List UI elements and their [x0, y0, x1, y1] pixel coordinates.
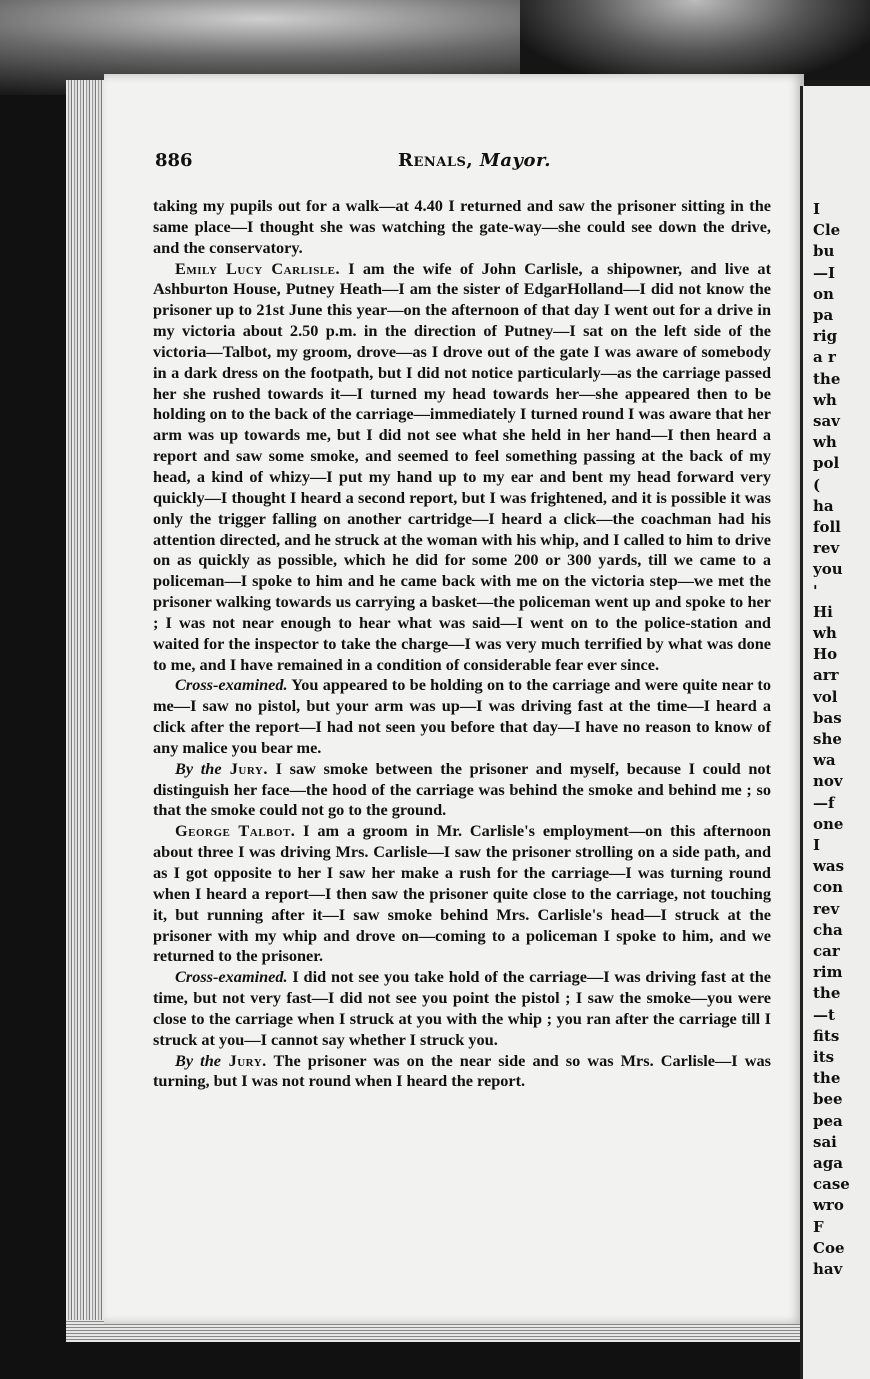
right-page-text-fragment: rig: [813, 327, 838, 346]
right-page-text-fragment: Ho: [813, 645, 838, 664]
right-page-text-fragment: Cle: [813, 221, 841, 240]
right-page-text-fragment: case: [813, 1175, 850, 1194]
right-page-text-fragment: hav: [813, 1260, 843, 1278]
paragraph-text: I saw smoke between the prisoner and myself, because I could not distinguish her face—the hood of the carriage was behind the smoke and behind me ; so that the smoke could not go to the ground.: [153, 758, 771, 820]
paragraph-text: You appeared to be holding on to the carriage and were quite near to me—I saw no pistol, but your arm was up—I was driving fast at the time—I heard a click after the report—I had not seen you before that day—I have no reason to know of any malice you bear me.: [153, 675, 771, 757]
right-page-text-fragment: ': [813, 581, 818, 600]
right-page-text-fragment: nov: [813, 772, 843, 791]
right-page-text-fragment: car: [813, 942, 840, 960]
right-page-text-fragment: ha: [813, 496, 834, 515]
scan-background-top-right: [520, 0, 870, 80]
paragraph-jury-question: [153, 1051, 771, 1093]
right-page-text-fragment: (: [813, 475, 821, 494]
right-page-text-fragment: bas: [813, 708, 842, 727]
paragraph-text: taking my pupils out for a walk—at 4.40 I returned and saw the prisoner sitting in the same place—I thought she was watching the gate-way—she could see down the drive, and the conservatory.: [153, 196, 771, 257]
right-page-text-fragment: wh: [813, 390, 837, 409]
paragraph-text: The prisoner was on the near side and so was Mrs. Carlisle—I was turning, but I was not round when I heard the report.: [153, 1050, 771, 1091]
right-page-text-fragment: con: [813, 878, 844, 897]
right-facing-page: [800, 86, 870, 1379]
section-label-jury: Jury.: [220, 1050, 267, 1070]
right-page-text-fragment: cha: [813, 920, 843, 939]
right-page-text-fragment: fits: [813, 1026, 840, 1045]
page-header: [155, 150, 775, 178]
book-page-edges: [66, 80, 108, 1342]
right-page-text-fragment: wh: [813, 624, 837, 642]
section-label: By the: [175, 1050, 221, 1070]
paragraph-text: I am the wife of John Carlisle, a shipowner, and live at Ashburton House, Putney Heath—I am the sister of EdgarHolland—I did not know the prisoner up to 21st June this year—on the afternoon of that day I went out for a drive in my victoria about 2.50 p.m. in the direction of Putney—I sat on the left side of the victoria—Talbot, my groom, drove—as I drove out of the gate I was aware of somebody in a dark dress on the footpath, but I did not notice particularly—as the carriage passed her she rushed towards it—I turned my head towards her—she appeared then to be holding on to the back of the carriage—immediately I turned round I was aware that her arm was up towards me, but I did not see what she held in her hand—I then heard a report and saw some smoke, and seemed to feel something passing at the back of my head, a kind of whizy—I put my hand up to my ear and bent my head forward very quickly—I thought I heard a second report, but I was frightened, and it is possible it was only the trigger falling on another cartridge—I heard a click—the coachman had his attention directed, and he struck at the woman with his whip, and I called to him to drive on as quickly as possible, which he did for some 200 or 300 yards, till we came to a policeman—I spoke to him and he came back with me on the victoria step—we met the prisoner walking towards us carrying a basket—the policeman went up and spoke to her ; I was not near enough to hear what was said—I went on to the police-station and waited for the inspector to take the charge—I was very much terrified by what was done to me, and I have remained in a condition of considerable fear ever since.: [153, 258, 771, 674]
right-page-text-fragment: pol: [813, 454, 840, 473]
right-page-text-fragment: the: [813, 984, 841, 1003]
right-page-text-fragment: aga: [813, 1154, 843, 1172]
right-page-text-fragment: on: [813, 284, 834, 303]
paragraph-jury-question: [153, 759, 771, 822]
right-page-text-fragment: I: [813, 836, 821, 854]
paragraph-talbot-testimony: [153, 821, 771, 967]
right-page-text-fragment: I: [813, 200, 821, 218]
right-page-text-fragment: wro: [813, 1196, 844, 1215]
right-page-text-fragment: one: [813, 814, 844, 833]
paragraph-continuation: [153, 196, 771, 259]
right-page-text-fragment: vol: [813, 687, 838, 706]
running-head-title: Mayor.: [479, 150, 552, 171]
paragraph-carlisle-testimony: [153, 259, 771, 676]
page-number: 886: [155, 150, 193, 171]
right-page-text-fragment: rev: [813, 899, 840, 918]
right-page-text-fragment: wa: [813, 751, 836, 770]
right-page-text-fragment: —f: [813, 793, 835, 812]
running-head: [398, 150, 551, 171]
right-page-text-fragment: sav: [813, 412, 840, 430]
section-label: Cross-examined.: [175, 967, 288, 987]
right-page-text-fragment: Hi: [813, 602, 833, 621]
right-page-text-fragment: foll: [813, 518, 841, 536]
right-page-text-fragment: arr: [813, 666, 839, 685]
right-page-text-fragment: a r: [813, 348, 836, 367]
right-page-text-fragment: F: [813, 1217, 824, 1236]
right-page-text-fragment: sai: [813, 1132, 837, 1151]
right-page-text-fragment: pea: [813, 1111, 843, 1130]
right-page-text-fragment: bee: [813, 1090, 843, 1109]
right-page-text-fragment: bu: [813, 242, 835, 261]
section-label: Cross-examined.: [175, 675, 288, 695]
paragraph-text: I did not see you take hold of the carriage—I was driving fast at the time, but not very fast—I did not see you point the pistol ; I saw the smoke—you were close to the carriage when I struck at you with the whip ; you ran after the carriage till I struck at you—I cannot say whether I struck you.: [153, 967, 771, 1049]
right-page-text-fragment: —t: [813, 1005, 835, 1024]
right-page-text-fragment: was: [813, 857, 845, 876]
witness-name: Emily Lucy Carlisle.: [175, 258, 341, 278]
right-page-text-fragment: she: [813, 730, 842, 748]
paragraph-cross-examination: [153, 675, 771, 758]
paragraph-cross-examination: [153, 967, 771, 1050]
right-page-text-fragment: —I: [813, 263, 836, 282]
running-head-name: Renals,: [398, 150, 474, 171]
right-page-text-fragment: wh: [813, 433, 837, 452]
paragraph-text: I am a groom in Mr. Carlisle's employment—on this afternoon about three I was driving Mrs. Carlisle—I saw the prisoner strolling on a side path, and as I got opposite to her I saw her make a rush for the carriage—I was turning round when I heard a report—I then saw the prisoner quite close to the carriage, not touching it, but running after it—I saw smoke behind Mrs. Carlisle's head—I struck at the prisoner with my whip and drove on—coming to a policeman I spoke to him, and we returned to the prisoner.: [153, 821, 771, 966]
right-page-text-fragment: pa: [813, 306, 834, 324]
right-page-text-fragment: rim: [813, 963, 843, 982]
section-label-jury: Jury.: [221, 758, 268, 778]
witness-name: George Talbot.: [175, 821, 296, 841]
right-page-text-fragment: you: [813, 560, 843, 579]
right-page-text-fragment: Coe: [813, 1238, 845, 1257]
right-page-text-fragment: the: [813, 369, 841, 388]
right-page-text-fragment: rev: [813, 539, 840, 558]
right-page-text-fragment: the: [813, 1069, 841, 1088]
section-label: By the: [175, 758, 222, 778]
right-page-text-fragment: its: [813, 1048, 835, 1066]
page-body-text: [153, 196, 771, 1092]
